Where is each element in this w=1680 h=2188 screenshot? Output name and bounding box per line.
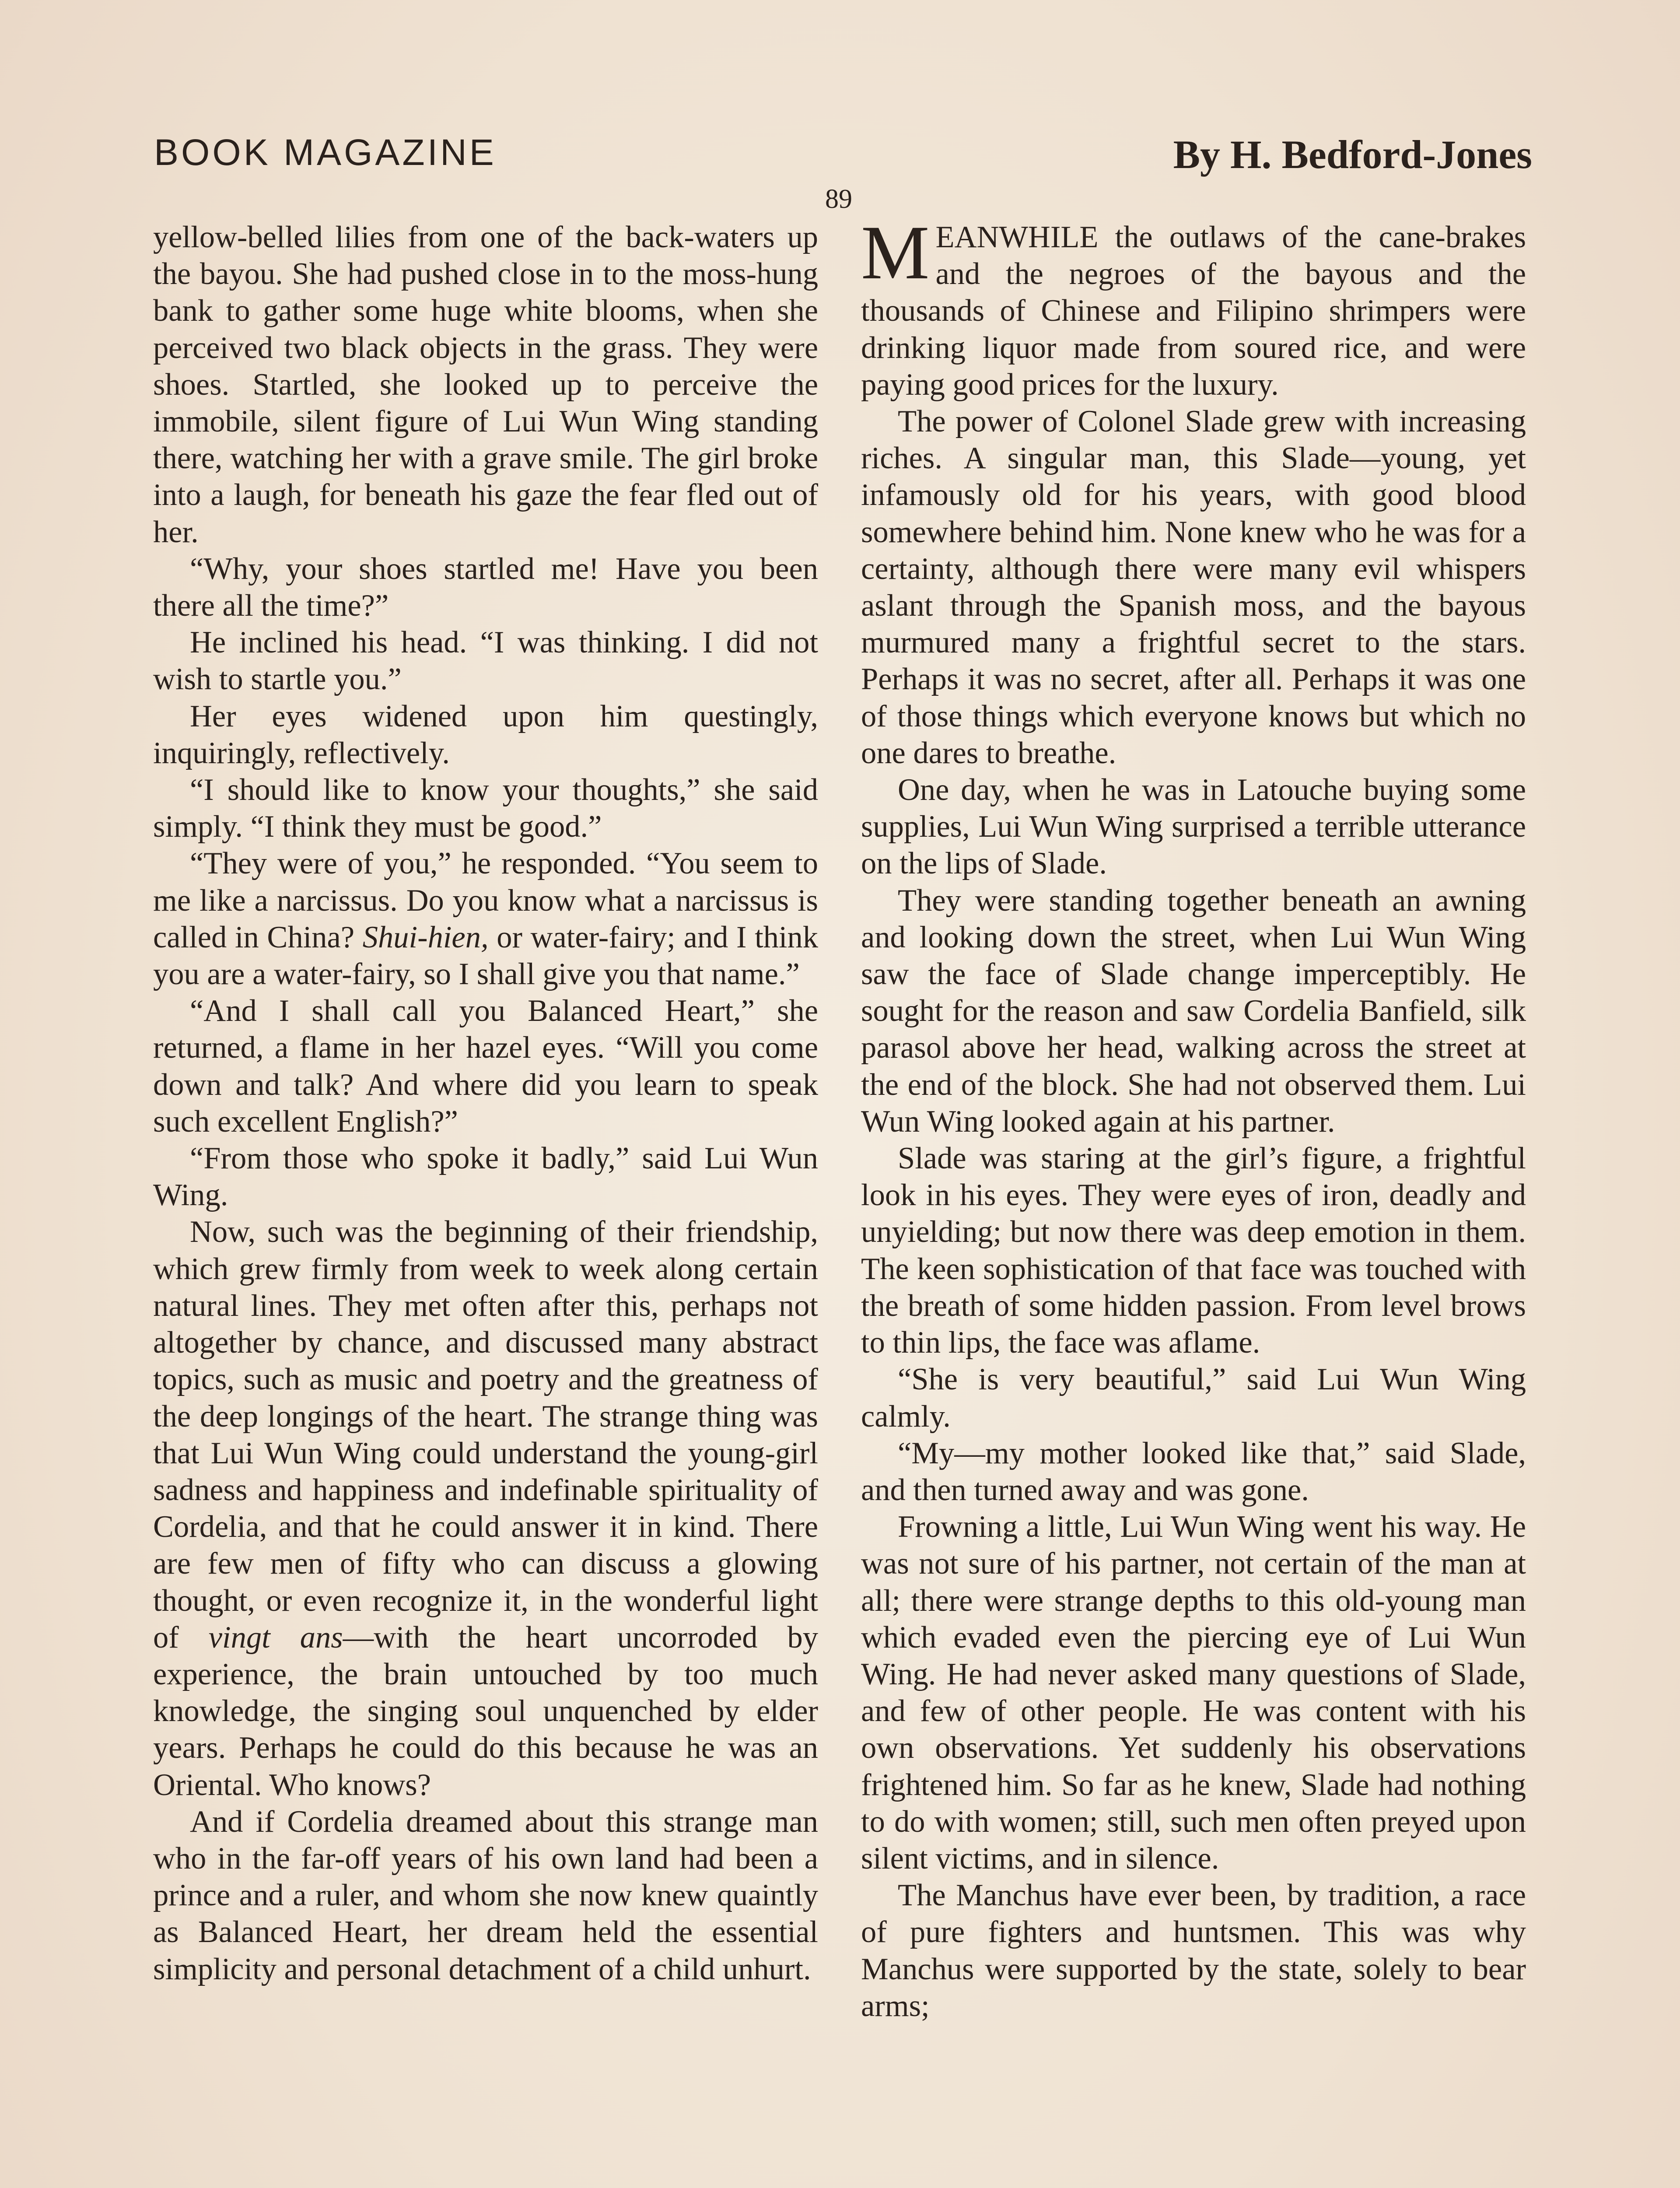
- paragraph-text: or water-fairy; and I think you are a water-fairy, so I shall give you that name.”: [153, 920, 818, 992]
- italic-term: Shui-hien,: [362, 920, 489, 954]
- paragraph-text: —with the heart uncorroded by experience, the brain untouched by too much knowledge, the singing soul unquenched by elder years. Perhaps he could do this because he was an Oriental. Who knows?: [153, 1620, 819, 1802]
- paragraph: yellow-belled lilies from one of the back-waters up the bayou. She had pushed close in to the moss-hung bank to gather some huge white blooms, when she perceived two black objects in the grass. They were shoes. Startled, she looked up to perceive the immobile, silent figure of Lui Wun Wing standing there, watching her with a grave smile. The girl broke into a laugh, for beneath his gaze the fear fled out of her.: [153, 220, 818, 549]
- author-byline: By H. Bedford-Jones: [1173, 132, 1532, 177]
- paragraph: The power of Colonel Slade grew with increasing riches. A singular man, this Slade—young, yet infamously old for his years, with good blood somewhere behind him. None knew who he was for a certainty, although there were many evil whispers aslant through the Spanish moss, and the bayous murmured many a frightful secret to the stars. Perhaps it was no secret, after all. Perhaps it was one of those things which everyone knows but which no one dares to breathe.: [861, 404, 1526, 770]
- paragraph: He inclined his head. “I was thinking. I did not wish to startle you.”: [153, 625, 818, 697]
- paragraph: [861, 210, 1526, 403]
- paragraph: Frowning a little, Lui Wun Wing went his way. He was not sure of his partner, not certain of the man at all; there were strange depths to this old-young man which evaded even the piercing eye of Lui Wun Wing. He had never asked many questions of Slade, and few of other people. He was content with his own observations. Yet suddenly his observations frightened him. So far as he knew, Slade had nothing to do with women; still, such men often preyed upon silent victims, and in silence.: [861, 1510, 1526, 1876]
- paragraph: “She is very beautiful,” said Lui Wun Wing calmly.: [861, 1362, 1526, 1434]
- right-column: [861, 210, 1526, 2188]
- paragraph-text: EANWHILE the outlaws of the cane-brakes and the negroes of the bayous and the thousands of Chinese and Filipino shrimpers were drinking liquor made from soured rice, and were paying good prices for the luxury.: [861, 220, 1526, 402]
- magazine-title: BOOK MAGAZINE: [154, 132, 497, 173]
- paragraph: And if Cordelia dreamed about this strange man who in the far-off years of his own land had been a prince and a ruler, and whom she now knew quaintly as Balanced Heart, her dream held the essential simplicity and personal detachment of a child unhurt.: [153, 1804, 818, 1986]
- paragraph: “My—my mother looked like that,” said Slade, and then turned away and was gone.: [861, 1436, 1526, 1507]
- paragraph: “From those who spoke it badly,” said Lui Wun Wing.: [153, 1141, 818, 1213]
- italic-term: vingt ans: [208, 1620, 343, 1655]
- drop-cap: M: [861, 210, 930, 295]
- page-number: 89: [825, 184, 852, 214]
- paragraph: “I should like to know your thoughts,” she said simply. “I think they must be good.”: [153, 773, 818, 844]
- paragraph: One day, when he was in Latouche buying some supplies, Lui Wun Wing surprised a terrible utterance on the lips of Slade.: [861, 773, 1526, 881]
- paragraph: Slade was staring at the girl’s figure, a frightful look in his eyes. They were eyes of iron, deadly and unyielding; but now there was deep emotion in them. The keen sophistication of that face was touched with the breath of some hidden passion. From level brows to thin lips, the face was aflame.: [861, 1141, 1526, 1360]
- paragraph-text: “They were of you,” he responded. “You seem to me like a narcissus. Do you know what a narcissus is called in China?: [153, 846, 818, 954]
- paragraph-text: Now, such was the beginning of their friendship, which grew firmly from week to week along certain natural lines. They met often after this, perhaps not altogether by chance, and discussed many abstract topics, such as music and poetry and the greatness of the deep longings of the heart. The strange thing was that Lui Wun Wing could understand the young-girl sadness and happiness and indefinable spirituality of Cordelia, and that he could answer it in kind. There are few men of fifty who can discuss a glowing thought, or even recognize it, in the wonderful light of: [153, 1215, 818, 1655]
- paragraph: They were standing together beneath an awning and looking down the street, when Lui Wun Wing saw the face of Slade change imperceptibly. He sought for the reason and saw Cordelia Banfield, silk parasol above her head, walking across the street at the end of the block. She had not observed them. Lui Wun Wing looked again at his partner.: [861, 883, 1526, 1139]
- left-column: [153, 219, 818, 2188]
- paragraph: Her eyes widened upon him questingly, inquiringly, reflectively.: [153, 699, 818, 770]
- paragraph: The Manchus have ever been, by tradition, a race of pure fighters and huntsmen. This was why Manchus were supported by the state, solely to bear arms;: [861, 1878, 1526, 2023]
- page-header: [154, 131, 1532, 179]
- paragraph: “Why, your shoes startled me! Have you been there all the time?”: [153, 551, 818, 623]
- paragraph: [153, 1213, 818, 1803]
- paragraph: [153, 845, 818, 992]
- paragraph: “And I shall call you Balanced Heart,” she returned, a flame in her hazel eyes. “Will you come down and talk? And where did you learn to speak such excellent English?”: [153, 994, 818, 1139]
